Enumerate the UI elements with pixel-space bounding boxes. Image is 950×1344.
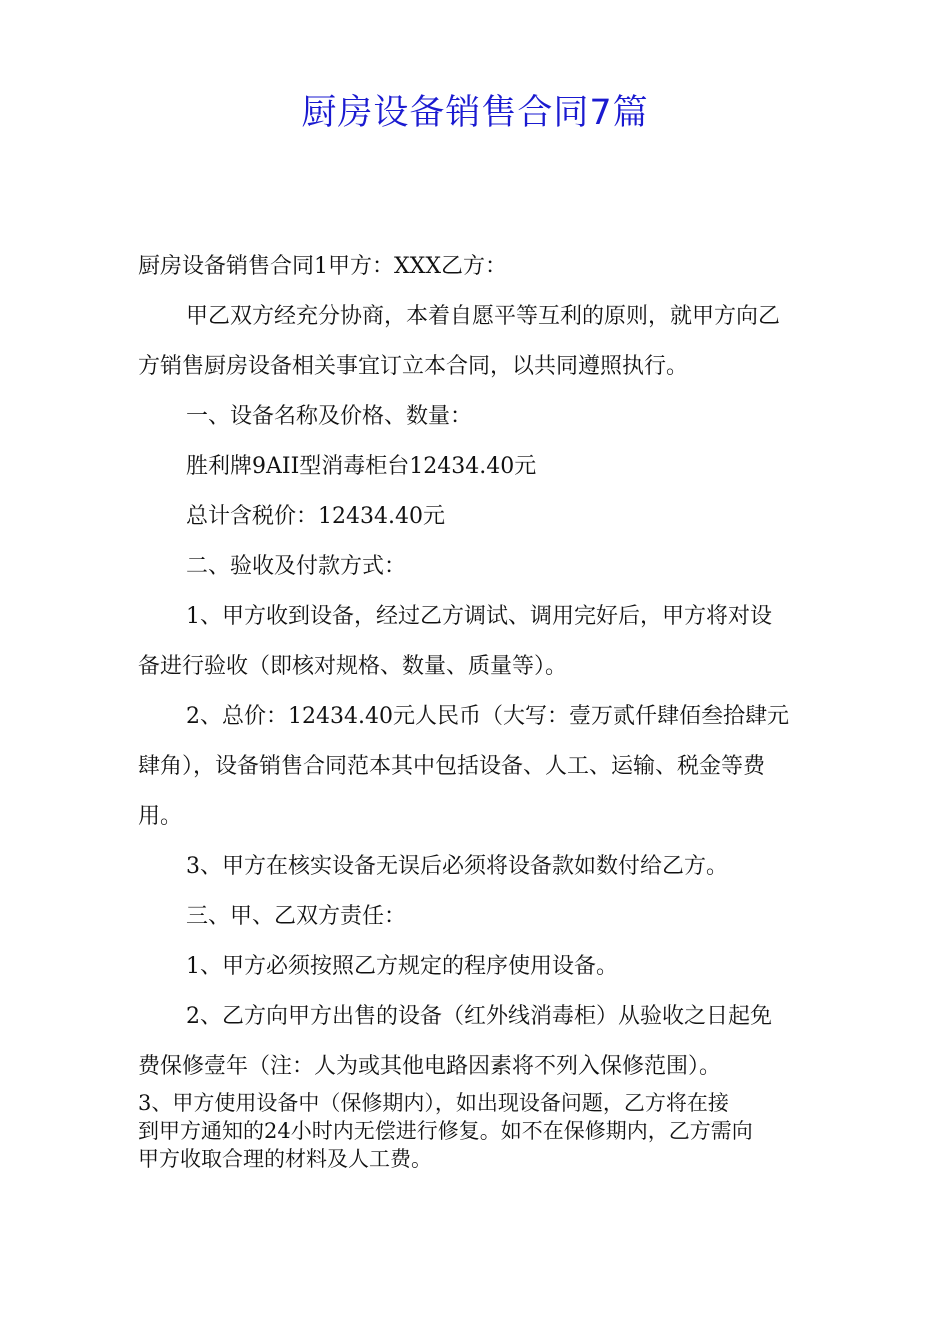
paragraph-line: 2、总价：12434.40元人民币（大写：壹万贰仟肆佰叁拾肆元 (186, 704, 789, 729)
paragraph-line: 3、甲方在核实设备无误后必须将设备款如数付给乙方。 (186, 854, 728, 879)
paragraph-line: 2、乙方向甲方出售的设备（红外线消毒柜）从验收之日起免 (186, 1004, 772, 1029)
paragraph-line: 用。 (138, 804, 183, 829)
document-title: 厨房设备销售合同7篇 (301, 93, 649, 133)
paragraph-line: 总计含税价：12434.40元 (186, 504, 445, 529)
paragraph-line: 1、甲方必须按照乙方规定的程序使用设备。 (186, 954, 618, 979)
paragraph-line: 3、甲方使用设备中（保修期内），如出现设备问题，乙方将在接 (138, 1091, 729, 1115)
section-heading: 二、验收及付款方式： (186, 554, 407, 579)
section-heading: 一、设备名称及价格、数量： (186, 404, 473, 429)
section-heading: 三、甲、乙双方责任： (186, 904, 407, 929)
paragraph-line: 肆角），设备销售合同范本其中包括设备、人工、运输、税金等费 (138, 754, 766, 779)
paragraph-line: 备进行验收（即核对规格、数量、质量等）。 (138, 654, 568, 679)
paragraph-line: 甲乙双方经充分协商，本着自愿平等互利的原则，就甲方向乙 (186, 304, 781, 329)
paragraph-line: 甲方收取合理的材料及人工费。 (138, 1147, 432, 1171)
paragraph-line: 到甲方通知的24小时内无偿进行修复。如不在保修期内，乙方需向 (138, 1119, 753, 1143)
paragraph-line: 费保修壹年（注：人为或其他电路因素将不列入保修范围）。 (138, 1054, 722, 1079)
paragraph-line: 胜利牌9AII型消毒柜台12434.40元 (186, 454, 537, 479)
paragraph-line: 厨房设备销售合同1甲方：XXX乙方： (138, 254, 507, 279)
paragraph-line: 方销售厨房设备相关事宜订立本合同，以共同遵照执行。 (138, 354, 689, 379)
paragraph-line: 1、甲方收到设备，经过乙方调试、调用完好后，甲方将对设 (186, 604, 772, 629)
